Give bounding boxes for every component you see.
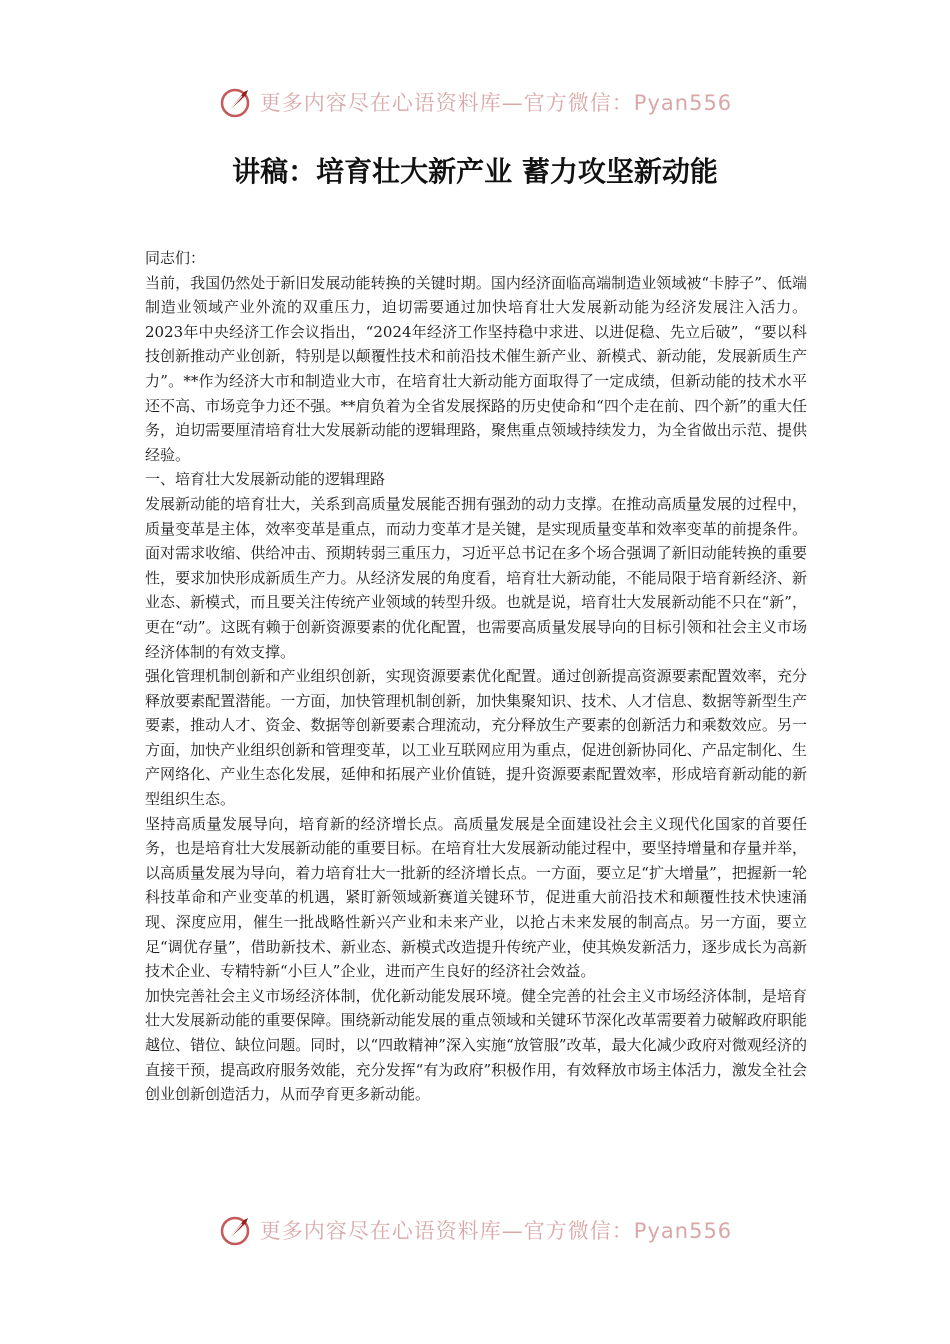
paragraph: 强化管理机制创新和产业组织创新，实现资源要素优化配置。通过创新提高资源要素配置效率，充分释放要素配置潜能。一方面，加快管理机制创新，加快集聚知识、技术、人才信息、数据等新型生产要素，推动人才、资金、数据等创新要素合理流动，充分释放生产要素的创新活力和乘数效应。另一方面，加快产业组织创新和管理变革，以工业互联网应用为重点，促进创新协同化、产品定制化、生产网络化、产业生态化发展，延伸和拓展产业价值链，提升资源要素配置效率，形成培育新动能的新型组织生态。 <box>145 667 807 809</box>
paragraph-intro: 当前，我国仍然处于新旧发展动能转换的关键时期。国内经济面临高端制造业领域被“卡脖子”、低端制造业领域产业外流的双重压力，迫切需要通过加快培育壮大发展新动能为经济发展注入活力。2023年中央经济工作会议指出，“2024年经济工作坚持稳中求进、以进促稳、先立后破”，“要以科技创新推动产业创新，特别是以颠覆性技术和前沿技术催生新产业、新模式、新动能，发展新质生产力”。**作为经济大市和制造业大市，在培育壮大新动能方面取得了一定成绩，但新动能的技术水平还不高、市场竞争力还不强。**肩负着为全省发展探路的历史使命和“四个走在前、四个新”的重大任务，迫切需要厘清培育壮大发展新动能的逻辑理路，聚焦重点领域持续发力，为全省做出示范、提供经验。 <box>145 273 807 464</box>
quill-logo-icon <box>218 84 254 120</box>
paragraph: 加快完善社会主义市场经济体制，优化新动能发展环境。健全完善的社会主义市场经济体制，是培育壮大发展新动能的重要保障。围绕新动能发展的重点领域和关键环节深化改革需要着力破解政府职能越位、错位、缺位问题。同时，以“四敢精神”深入实施“放管服”改革，最大化减少政府对微观经济的直接干预，提高政府服务效能，充分发挥“有为政府”积极作用，有效释放市场主体活力，激发全社会创业创新创造活力，从而孕育更多新动能。 <box>145 986 807 1104</box>
footer-banner <box>0 1210 950 1250</box>
banner-text: 更多内容尽在心语资料库—官方微信：Pyan556 <box>259 1219 733 1243</box>
paragraph: 发展新动能的培育壮大，关系到高质量发展能否拥有强劲的动力支撑。在推动高质量发展的过程中，质量变革是主体，效率变革是重点，而动力变革才是关键，是实现质量变革和效率变革的前提条件。面对需求收缩、供给冲击、预期转弱三重压力，习近平总书记在多个场合强调了新旧动能转换的重要性，要求加快形成新质生产力。从经济发展的角度看，培育壮大新动能，不能局限于培育新经济、新业态、新模式，而且要关注传统产业领域的转型升级。也就是说，培育壮大发展新动能不只在“新”，更在“动”。这既有赖于创新资源要素的优化配置，也需要高质量发展导向的目标引领和社会主义市场经济体制的有效支撑。 <box>145 494 807 661</box>
section-heading: 一、培育壮大发展新动能的逻辑理路 <box>145 470 386 489</box>
paragraph: 坚持高质量发展导向，培育新的经济增长点。高质量发展是全面建设社会主义现代化国家的首要任务，也是培育壮大发展新动能的重要目标。在培育壮大发展新动能过程中，要坚持增量和存量并举，以高质量发展为导向，着力培育壮大一批新的经济增长点。一方面，要立足“扩大增量”，把握新一轮科技革命和产业变革的机遇，紧盯新领域新赛道关键环节，促进重大前沿技术和颠覆性技术快速涌现、深度应用，催生一批战略性新兴产业和未来产业，以抢占未来发展的制高点。另一方面，要立足“调优存量”，借助新技术、新业态、新模式改造提升传统产业，使其焕发新活力，逐步成长为高新技术企业、专精特新“小巨人”企业，进而产生良好的经济社会效益。 <box>145 814 807 981</box>
page-title: 讲稿：培育壮大新产业 蓄力攻坚新动能 <box>232 155 718 188</box>
header-banner <box>0 82 950 122</box>
document-body <box>145 246 807 1107</box>
quill-logo-icon <box>218 1212 254 1248</box>
salutation: 同志们： <box>145 249 206 267</box>
banner-text: 更多内容尽在心语资料库—官方微信：Pyan556 <box>259 91 733 115</box>
